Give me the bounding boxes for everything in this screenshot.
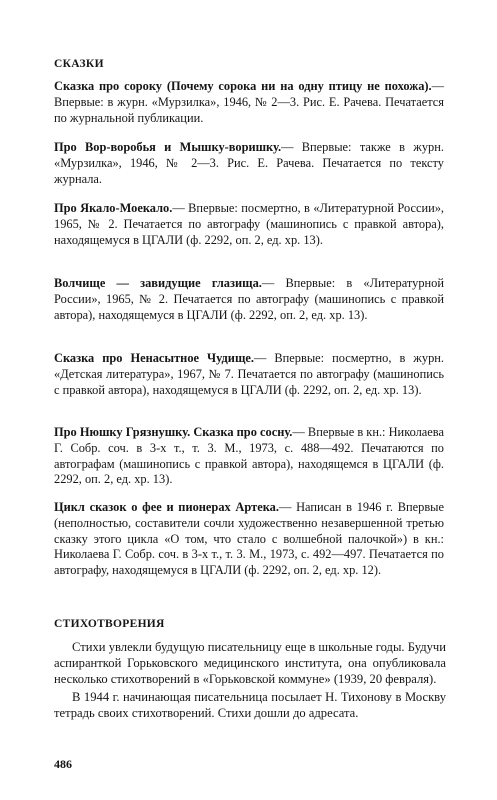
- entry-magpie-tale: [54, 79, 444, 126]
- entry-title: Про Якало-Моекало.: [54, 201, 173, 215]
- entry-fairy-artek-cycle: [54, 500, 444, 579]
- entry-yakalo-moekalo: [54, 201, 444, 248]
- entry-nyushka-pine: [54, 425, 444, 488]
- entry-title: Про Вор-воробья и Мышку-воришку.: [54, 140, 282, 154]
- entry-text: — Написан в 1946 г. Впервые (неполностью, составители сочли художественно незавершенной третью сказку этого цикла «О том, что стало с волшебной палочкой») в кн.: Николаева Г. Собр. соч. в 3-х т., т. 3. М., 1973, с. 492—497. Печатается по автографу, находящемуся в ЦГАЛИ (ф. 2292, оп. 2, ед. хр. 12).: [54, 500, 444, 578]
- body-paragraph: В 1944 г. начинающая писательница посылает Н. Тихонову в Москву тетрадь своих стихотворений. Стихи дошли до адресата.: [54, 690, 446, 720]
- section-heading-poems: СТИХОТВОРЕНИЯ: [54, 618, 165, 630]
- page-number: 486: [54, 757, 72, 771]
- entry-text: — Впервые: в «Литературной России», 1965, № 2. Печатается по автографу (машинопись с правкой автора), находящемуся в ЦГАЛИ (ф. 2292, оп. 2, ед. хр. 13).: [54, 276, 444, 322]
- entry-text: — Впервые: в журн. «Мурзилка», 1946, № 2—3. Рис. Е. Рачева. Печатается по журнальной публикации.: [54, 79, 444, 125]
- entry-title: Цикл сказок о фее и пионерах Артека.: [54, 500, 279, 514]
- entry-text: — Впервые в кн.: Николаева Г. Собр. соч. в 3-х т., т. 3. М., 1973, с. 488—492. Печатаются по автографам (машинопись с правкой автора), находящемся в ЦГАЛИ (ф. 2292, оп. 2, ед. хр. 13).: [54, 425, 444, 487]
- section-heading-tales: СКАЗКИ: [54, 58, 104, 70]
- entry-title: Сказка про сороку (Почему сорока ни на одну птицу не похожа).: [54, 79, 432, 93]
- body-paragraph: Стихи увлекли будущую писательницу еще в школьные годы. Будучи аспиранткой Горьковского медицинского института, она опубликовала несколько стихотворений в «Горьковской коммуне» (1939, 20 февраля).: [54, 640, 446, 686]
- entry-wolf: [54, 276, 444, 323]
- entry-title: Про Нюшку Грязнушку. Сказка про сосну.: [54, 425, 293, 439]
- entry-text: — Впервые: посмертно, в журн. «Детская литература», 1967, № 7. Печатается по автографу (машинопись с правкой автора), находящемуся в ЦГАЛИ (ф. 2292, оп. 2, ед. хр. 13).: [54, 351, 444, 397]
- entry-insatiable-monster: [54, 351, 444, 398]
- entry-text: — Впервые: также в журн. «Мурзилка», 1946, № 2—3. Рис. Е. Рачева. Печатается по тексту журнала.: [54, 140, 444, 186]
- entry-sparrow-mouse: [54, 140, 444, 187]
- entry-text: — Впервые: посмертно, в «Литературной России», 1965, № 2. Печатается по автографу (машинопись с правкой автора), находящемуся в ЦГАЛИ (ф. 2292, оп. 2, ед. хр. 13).: [54, 201, 445, 247]
- entry-title: Сказка про Ненасытное Чудище.: [54, 351, 254, 365]
- entry-title: Волчище — завидущие глазища.: [54, 276, 262, 290]
